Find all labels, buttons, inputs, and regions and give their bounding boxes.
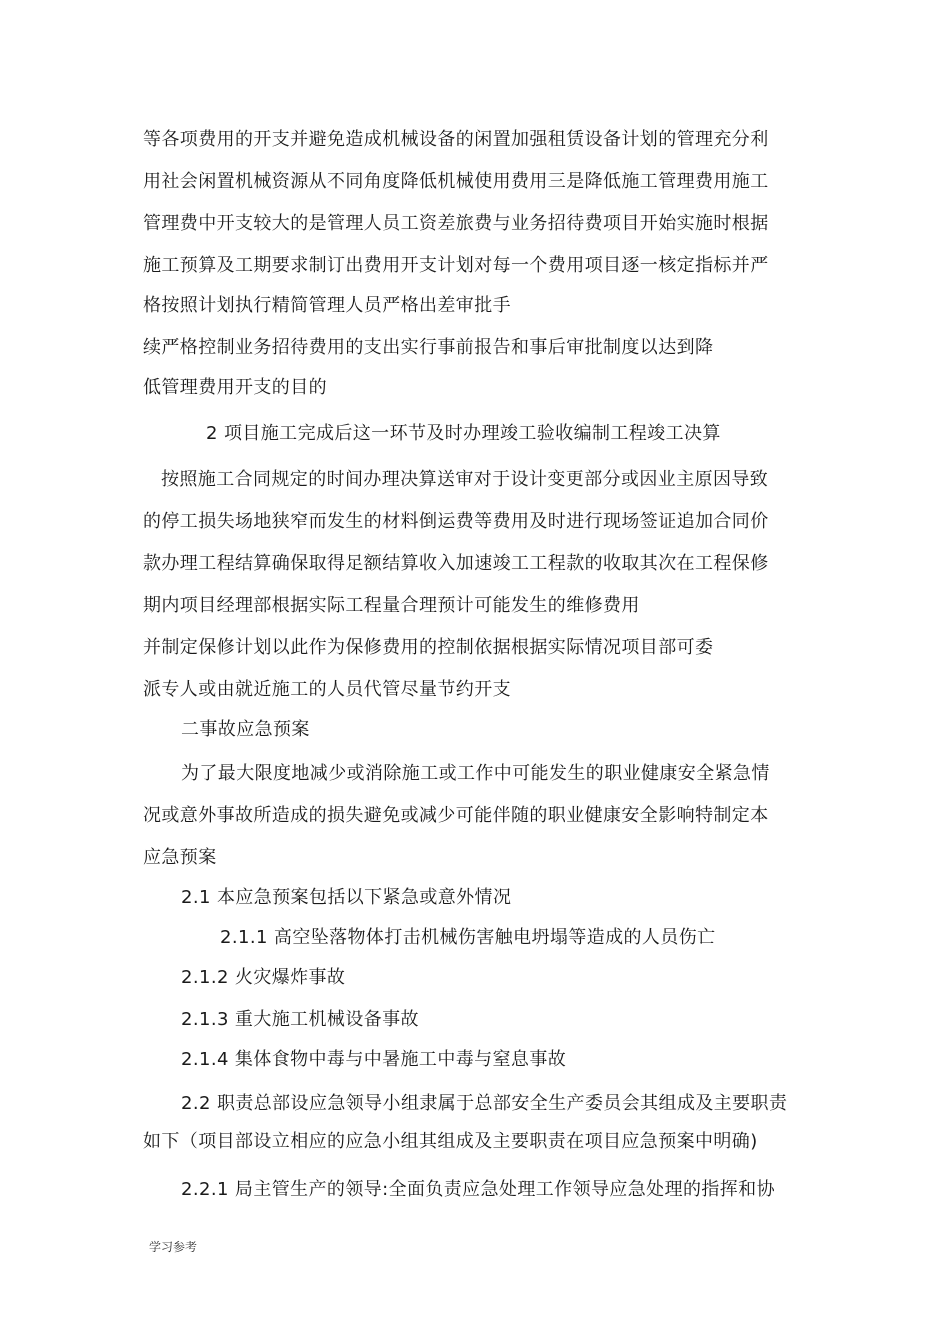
body-text-line: 并制定保修计划以此作为保修费用的控制依据根据实际情况项目部可委 <box>143 637 714 658</box>
page-footer: 学习参考 <box>149 1240 198 1254</box>
list-item: 2.1.4 集体食物中毒与中暑施工中毒与窒息事故 <box>181 1049 567 1070</box>
list-item: 2.1.3 重大施工机械设备事故 <box>181 1009 419 1030</box>
body-text-line: 派专人或由就近施工的人员代管尽量节约开支 <box>143 679 511 700</box>
body-text-line: 期内项目经理部根据实际工程量合理预计可能发生的维修费用 <box>143 595 640 616</box>
body-text-line: 应急预案 <box>143 847 217 868</box>
list-item: 2.1.1 高空坠落物体打击机械伤害触电坍塌等造成的人员伤亡 <box>220 927 716 948</box>
body-text-line: 施工预算及工期要求制订出费用开支计划对每一个费用项目逐一核定指标并严 <box>143 255 769 276</box>
body-text-line: 续严格控制业务招待费用的支出实行事前报告和事后审批制度以达到降 <box>143 337 714 358</box>
body-text-line: 款办理工程结算确保取得足额结算收入加速竣工工程款的收取其次在工程保修 <box>143 553 769 574</box>
body-text-line: 管理费中开支较大的是管理人员工资差旅费与业务招待费项目开始实施时根据 <box>143 213 769 234</box>
body-text-line: 的停工损失场地狭窄而发生的材料倒运费等费用及时进行现场签证追加合同价 <box>143 511 769 532</box>
section-heading: 2 项目施工完成后这一环节及时办理竣工验收编制工程竣工决算 <box>206 423 721 444</box>
body-text-line: 况或意外事故所造成的损失避免或减少可能伴随的职业健康安全影响特制定本 <box>143 805 769 826</box>
section-heading: 二事故应急预案 <box>181 719 310 740</box>
list-item: 2.2.1 局主管生产的领导:全面负责应急处理工作领导应急处理的指挥和协 <box>181 1179 775 1200</box>
body-text-line: 如下（项目部设立相应的应急小组其组成及主要职责在项目应急预案中明确) <box>143 1131 758 1152</box>
subsection-heading: 2.1 本应急预案包括以下紧急或意外情况 <box>181 887 512 908</box>
list-item: 2.1.2 火灾爆炸事故 <box>181 967 346 988</box>
subsection-heading: 2.2 职责总部设应急领导小组隶属于总部安全生产委员会其组成及主要职责 <box>181 1093 788 1114</box>
body-text-line: 等各项费用的开支并避免造成机械设备的闲置加强租赁设备计划的管理充分利 <box>143 129 769 150</box>
body-text-line: 低管理费用开支的目的 <box>143 377 327 398</box>
body-text-line: 格按照计划执行精简管理人员严格出差审批手 <box>143 295 511 316</box>
body-text-line: 按照施工合同规定的时间办理决算送审对于设计变更部分或因业主原因导致 <box>161 469 769 490</box>
body-text-line: 为了最大限度地减少或消除施工或工作中可能发生的职业健康安全紧急情 <box>181 763 770 784</box>
body-text-line: 用社会闲置机械资源从不同角度降低机械使用费用三是降低施工管理费用施工 <box>143 171 769 192</box>
